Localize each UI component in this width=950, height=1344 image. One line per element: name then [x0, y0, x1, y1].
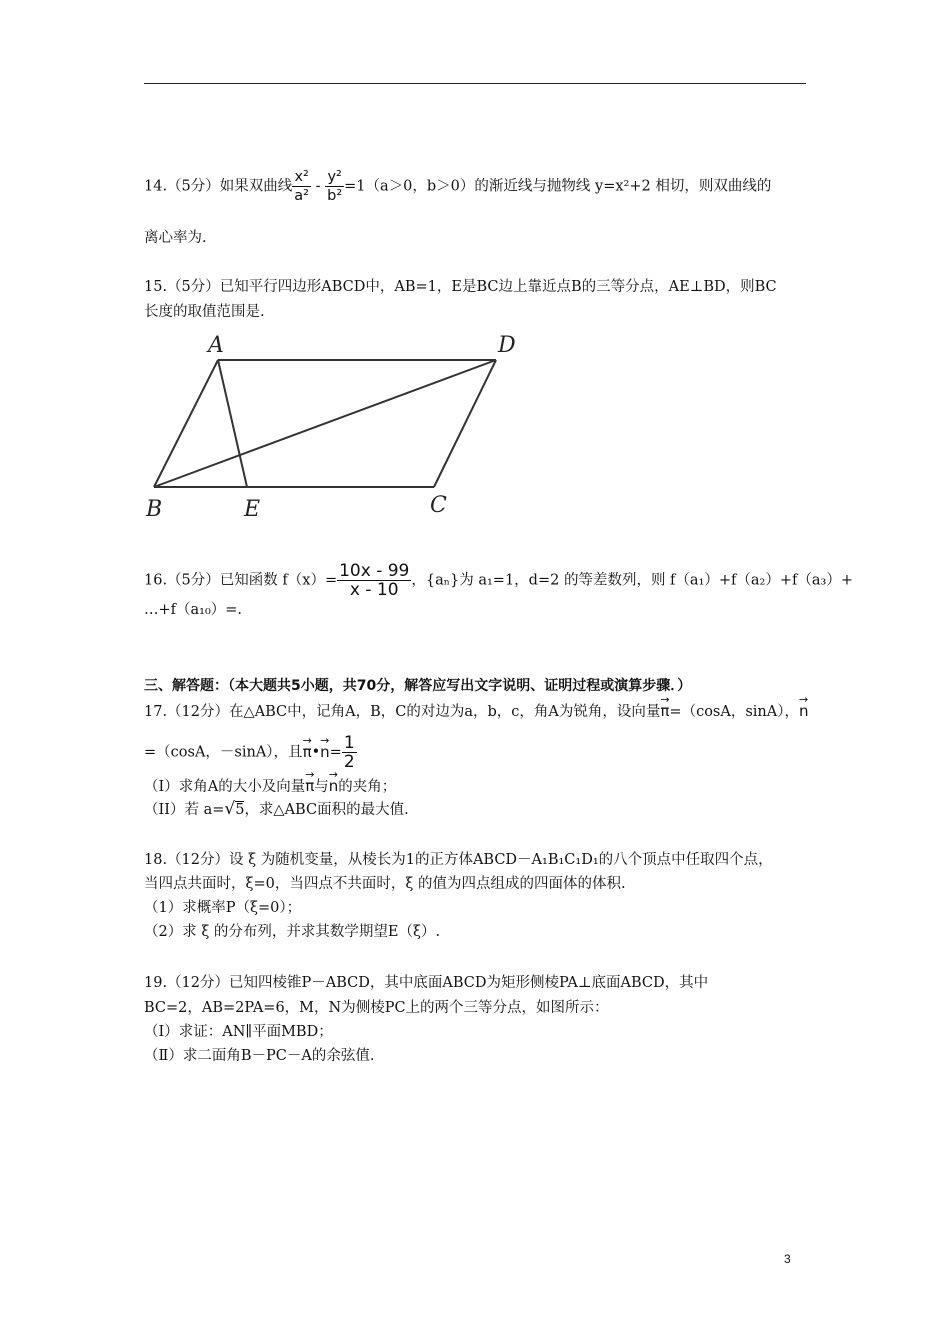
q18-part2: （2）求 ξ 的分布列，并求其数学期望E（ξ）.	[144, 924, 441, 940]
q16-frac	[337, 562, 411, 599]
vector-n: → n	[799, 701, 809, 721]
q17-part1-mid: 与	[314, 779, 329, 795]
q17-part2-suffix: ，求△ABC面积的最大值.	[244, 802, 409, 818]
q17-line2-prefix: =（cosA，－sinA），且	[144, 744, 303, 761]
q14-minus: -	[311, 178, 326, 195]
q19-line2: BC=2，AB=2PA=6，M，N为侧棱PC上的两个三等分点，如图所示：	[144, 1000, 609, 1016]
q16-frac-num: 10x - 99	[339, 561, 410, 581]
q15-line2: 长度的取值范围是.	[144, 304, 265, 320]
page-number: 3	[784, 1252, 791, 1266]
q17-part2-prefix: （II）若 a=	[144, 802, 225, 818]
q14-frac1	[292, 168, 311, 205]
q14-frac2-den: b²	[327, 188, 343, 204]
q16-frac-den: x - 10	[349, 580, 399, 600]
q14-frac2-num: y²	[325, 168, 344, 187]
vector-n-3: → n	[329, 776, 339, 796]
section3-heading: 三、解答题：（本大题共5小题，共70分，解答应写出文字说明、证明过程或演算步骤．）	[144, 678, 692, 694]
q14-line2: 离心率为.	[144, 230, 207, 246]
q19-part2: （Ⅱ）求二面角B－PC－A的余弦值.	[144, 1048, 375, 1064]
q17-line1-mid: =（cosA，sinA），	[669, 704, 799, 720]
q16-line1	[144, 562, 853, 599]
vector-m: → π	[660, 701, 669, 721]
label-D: D	[498, 333, 516, 358]
q16-line2: …+f（a₁₀）=.	[144, 602, 243, 618]
q14-suffix: =1（a＞0，b＞0）的渐近线与抛物线 y=x²+2 相切，则双曲线的	[344, 178, 772, 195]
label-C: C	[430, 493, 447, 518]
label-A: A	[208, 333, 224, 358]
q18-line2: 当四点共面时，ξ=0，当四点不共面时，ξ 的值为四点组成的四面体的体积.	[144, 876, 626, 892]
q18-part1: （1）求概率P（ξ=0）；	[144, 900, 302, 916]
vector-m-2: → π	[303, 742, 312, 762]
dot-operator: •	[311, 744, 321, 761]
q17-line1	[144, 701, 809, 722]
half-num: 1	[343, 733, 355, 753]
q14-prefix: 14.（5分）如果双曲线	[144, 178, 293, 195]
label-B: B	[146, 497, 163, 522]
sqrt-value: 5	[235, 802, 245, 818]
q16-prefix: 16.（5分）已知函数 f（x）=	[144, 572, 338, 589]
q17-half	[342, 734, 357, 771]
vector-m-3: → π	[305, 776, 314, 796]
sqrt-symbol: √	[224, 799, 236, 819]
q14-frac2	[325, 168, 344, 205]
vector-n-2: → n	[320, 742, 330, 762]
q17-part1-suffix: 的夹角；	[338, 779, 397, 795]
q17-part2	[144, 799, 409, 820]
diagonal-BD	[154, 360, 496, 487]
q17-part1	[144, 776, 396, 797]
half-den: 2	[343, 752, 355, 772]
q15-line1: 15.（5分）已知平行四边形ABCD中，AB=1，E是BC边上靠近点B的三等分点，AE⊥BD，则BC	[144, 279, 777, 295]
q14-frac1-den: a²	[294, 188, 309, 204]
q18-line1: 18.（12分）设 ξ 为随机变量，从棱长为1的正方体ABCD－A₁B₁C₁D₁的八个顶点中任取四个点，	[144, 852, 773, 868]
q17-line1-prefix: 17.（12分）在△ABC中，记角A，B，C的对边为a，b，c，角A为锐角，设向量	[144, 704, 661, 720]
q14-line1	[144, 168, 771, 205]
parallelogram-figure	[142, 330, 532, 534]
edge-AB	[154, 360, 218, 487]
equals-sign: =	[329, 744, 342, 761]
label-E: E	[244, 497, 261, 522]
header-rule	[144, 83, 806, 84]
q19-part1: （Ⅰ）求证：AN∥平面MBD；	[144, 1024, 333, 1040]
segment-AE	[218, 360, 247, 487]
q16-suffix: ，{aₙ}为 a₁=1，d=2 的等差数列，则 f（a₁）+f（a₂）+f（a₃）+	[411, 572, 853, 589]
q19-line1: 19.（12分）已知四棱锥P－ABCD，其中底面ABCD为矩形侧棱PA⊥底面ABCD，其中	[144, 975, 709, 991]
q17-part1-prefix: （I）求角A的大小及向量	[144, 779, 306, 795]
q14-frac1-num: x²	[292, 168, 311, 187]
q17-line2	[144, 734, 357, 771]
parallelogram-svg	[142, 330, 532, 530]
